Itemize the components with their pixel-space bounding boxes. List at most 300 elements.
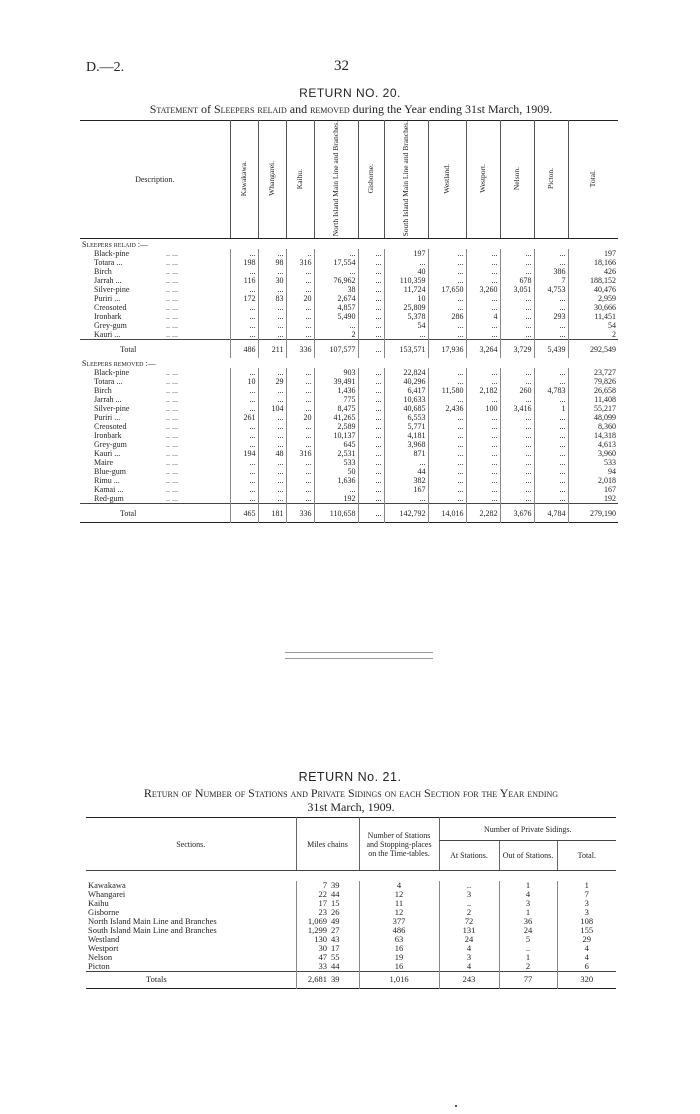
table-cell: ...	[314, 321, 358, 330]
table-cell: ...	[466, 276, 500, 285]
total-row	[80, 340, 618, 359]
table-cell: ...	[466, 413, 500, 422]
total-cell: 279,190	[568, 504, 618, 523]
stations-table-body	[86, 871, 616, 989]
table-cell: ...	[500, 413, 534, 422]
table-cell: ...	[428, 476, 466, 485]
table-cell: ...	[384, 330, 428, 340]
document-code: D.—2.	[86, 60, 125, 75]
table-cell: ...	[384, 258, 428, 267]
column-header	[428, 121, 466, 239]
table-cell: 4	[557, 944, 616, 953]
table-cell: ...	[230, 395, 258, 404]
table-cell: 197	[384, 249, 428, 258]
table-cell: 17,650	[428, 285, 466, 294]
table-cell: 5	[499, 935, 557, 944]
table-cell: ...	[358, 312, 384, 321]
table-cell: 2	[439, 908, 499, 917]
row-label-text: Ironbark	[94, 312, 122, 322]
table-cell: 7	[557, 890, 616, 899]
table-row	[80, 303, 618, 312]
table-cell: ...	[500, 458, 534, 467]
table-cell: 4,613	[568, 440, 618, 449]
table-cell: ...	[258, 321, 286, 330]
column-header-label: Kaihu.	[295, 168, 304, 189]
table-cell: 16	[359, 962, 439, 972]
row-label-text: Black-pine	[94, 368, 130, 378]
table-cell: ...	[286, 485, 314, 494]
table-cell: 12	[359, 908, 439, 917]
table-cell: 261	[230, 413, 258, 422]
row-label: Silver-pine .. ...	[80, 285, 230, 294]
table-cell: 10,633	[384, 395, 428, 404]
table-row	[80, 494, 618, 504]
table-cell: ...	[286, 377, 314, 386]
column-header-label: Gisborne.	[366, 164, 375, 194]
table-cell: 1	[499, 953, 557, 962]
row-label: Grey-gum .. ...	[80, 321, 230, 330]
table-cell: ...	[258, 312, 286, 321]
table-cell: ...	[286, 422, 314, 431]
table-cell: 775	[314, 395, 358, 404]
table-row	[80, 330, 618, 340]
table-cell: ...	[500, 422, 534, 431]
table-cell: ...	[428, 276, 466, 285]
table-row	[80, 267, 618, 276]
table-cell: 29	[557, 935, 616, 944]
table-cell: ...	[358, 422, 384, 431]
row-label: Grey-gum .. ...	[80, 440, 230, 449]
return-21-title: RETURN No. 21.	[298, 770, 402, 784]
table-cell: ...	[428, 449, 466, 458]
table-cell: ...	[500, 449, 534, 458]
table-row	[80, 413, 618, 422]
total-label: Total	[80, 340, 230, 359]
table-cell: ...	[286, 467, 314, 476]
table-cell: 48,099	[568, 413, 618, 422]
table-cell: 426	[568, 267, 618, 276]
table-cell: 1,069	[296, 917, 329, 926]
table-row	[80, 249, 618, 258]
row-label: Maire .. ...	[80, 458, 230, 467]
table-cell: 6,417	[384, 386, 428, 395]
table-cell: 871	[384, 449, 428, 458]
table-cell: ...	[428, 321, 466, 330]
table-cell: 260	[500, 386, 534, 395]
table-cell: ...	[466, 440, 500, 449]
table-cell: ...	[534, 485, 568, 494]
table-cell: ...	[500, 476, 534, 485]
table-cell: 44	[384, 467, 428, 476]
table-cell: 678	[500, 276, 534, 285]
table-cell: 645	[314, 440, 358, 449]
table-cell: ...	[428, 422, 466, 431]
return-20-subtitle: Statement of Sleepers relaid and removed during the Year ending 31st March, 1909.	[149, 102, 553, 116]
return-21-subtitle: Return of Number of Stations and Private Sidings on each Section for the Year ending 31st March, 1909.	[143, 786, 559, 814]
table-cell: ...	[286, 303, 314, 312]
table-cell: 4	[557, 953, 616, 962]
table-cell: ...	[534, 440, 568, 449]
table-cell: 17	[331, 943, 340, 953]
section-heading-row	[80, 358, 618, 368]
total-cell: 292,549	[568, 340, 618, 359]
table-cell: ...	[428, 377, 466, 386]
total-cell: 3,264	[466, 340, 500, 359]
section-name: Kaihu	[88, 898, 109, 908]
table-cell: ...	[358, 440, 384, 449]
table-cell: ...	[384, 458, 428, 467]
table-cell: 98	[258, 258, 286, 267]
table-cell: ...	[534, 395, 568, 404]
row-label-text: Silver-pine	[94, 285, 130, 295]
table-cell: ...	[466, 485, 500, 494]
table-cell: ...	[466, 258, 500, 267]
section-name: Nelson	[88, 952, 113, 962]
table-cell: ...	[428, 294, 466, 303]
table-cell: 4	[439, 962, 499, 972]
table-cell: ...	[358, 368, 384, 377]
table-row	[80, 276, 618, 285]
table-cell: 172	[230, 294, 258, 303]
row-label: Creosoted .. ...	[80, 422, 230, 431]
table-cell: ...	[358, 395, 384, 404]
row-label-text: Silver-pine	[94, 404, 130, 414]
table-cell: 192	[314, 494, 358, 504]
column-header	[258, 121, 286, 239]
row-label-text: Blue-gum	[94, 467, 126, 477]
table-cell: 11,580	[428, 386, 466, 395]
table-cell: ...	[358, 294, 384, 303]
table-cell: ...	[358, 258, 384, 267]
table-cell: 2,018	[568, 476, 618, 485]
row-label-text: Ironbark	[94, 431, 122, 441]
section-name: Whangarei	[88, 889, 126, 899]
table-cell: 6,553	[384, 413, 428, 422]
table-cell: ...	[286, 312, 314, 321]
section-heading: Sleepers removed :—	[82, 359, 156, 369]
total-cell: 142,792	[384, 504, 428, 523]
table-row	[80, 440, 618, 449]
total-cell: 486	[230, 340, 258, 359]
table-cell: ...	[230, 330, 258, 340]
table-cell: ...	[500, 485, 534, 494]
table-cell: 5,378	[384, 312, 428, 321]
table-cell: 116	[230, 276, 258, 285]
totals-cell: 2,681	[296, 972, 329, 989]
table-cell: 316	[286, 449, 314, 458]
table-cell: 3	[499, 899, 557, 908]
table-cell: 49	[331, 916, 340, 926]
table-cell: ...	[358, 458, 384, 467]
table-cell: ...	[258, 285, 286, 294]
table-cell: ...	[534, 377, 568, 386]
table-row	[86, 899, 616, 908]
table-cell: ...	[534, 458, 568, 467]
table-cell: ...	[358, 413, 384, 422]
column-header	[230, 121, 258, 239]
table-cell: 377	[359, 917, 439, 926]
table-row	[80, 377, 618, 386]
row-label-text: Kauri ...	[94, 330, 121, 340]
table-cell: 1	[534, 404, 568, 413]
table-cell: ...	[286, 404, 314, 413]
row-label: Totara ... .. ...	[80, 377, 230, 386]
row-label: Kauri ... .. ...	[80, 330, 230, 340]
table-cell: ...	[466, 267, 500, 276]
table-cell: 54	[384, 321, 428, 330]
table-cell: ...	[230, 422, 258, 431]
total-cell: 3,676	[500, 504, 534, 523]
table-row	[80, 285, 618, 294]
table-cell: 167	[568, 485, 618, 494]
table-cell: ...	[466, 458, 500, 467]
totals-cell: 39	[329, 972, 359, 989]
table-cell: ...	[500, 431, 534, 440]
table-row	[80, 485, 618, 494]
table-cell: ...	[258, 303, 286, 312]
table-cell: 54	[568, 321, 618, 330]
section-name: Gisborne	[88, 907, 120, 917]
table-cell: 5,490	[314, 312, 358, 321]
table-cell: 24	[499, 926, 557, 935]
table-cell: ...	[500, 494, 534, 504]
table-cell: ...	[466, 422, 500, 431]
column-header-label: Westland.	[442, 163, 451, 194]
table-cell: ...	[500, 395, 534, 404]
table-cell: 30	[258, 276, 286, 285]
table-cell: ...	[534, 449, 568, 458]
table-cell: 40,296	[384, 377, 428, 386]
table-cell: ...	[358, 467, 384, 476]
table-cell: ...	[466, 294, 500, 303]
table-cell: ...	[286, 395, 314, 404]
table-row	[86, 881, 616, 890]
total-cell: 110,658	[314, 504, 358, 523]
table-cell: 130	[296, 935, 329, 944]
table-cell: 33	[296, 962, 329, 972]
row-label-text: Totara ...	[94, 377, 123, 387]
table-cell: 486	[359, 926, 439, 935]
table-cell: ...	[428, 249, 466, 258]
column-header-label: Westport.	[478, 164, 487, 194]
table-cell: ...	[500, 312, 534, 321]
table-cell: ...	[358, 476, 384, 485]
table-cell: ...	[428, 494, 466, 504]
table-cell: ...	[428, 413, 466, 422]
table-cell: 110,359	[384, 276, 428, 285]
section-name: Picton	[88, 961, 110, 971]
table-cell: 10	[230, 377, 258, 386]
table-cell: 8,475	[314, 404, 358, 413]
table-cell: ...	[466, 377, 500, 386]
table-cell: ...	[314, 249, 358, 258]
table-cell: 3	[439, 890, 499, 899]
table-cell: 192	[568, 494, 618, 504]
table-row	[86, 890, 616, 899]
table-cell: ...	[466, 368, 500, 377]
table-cell: 40	[384, 267, 428, 276]
table-cell: ...	[428, 440, 466, 449]
row-label-text: Grey-gum	[94, 440, 127, 450]
table-cell: ...	[230, 476, 258, 485]
table-cell: ...	[500, 303, 534, 312]
table-cell: 2	[568, 330, 618, 340]
row-label: Birch .. ...	[80, 267, 230, 276]
table-row	[80, 476, 618, 485]
row-label-text: Birch	[94, 386, 112, 396]
table-row	[80, 431, 618, 440]
table-cell: ...	[428, 458, 466, 467]
table-cell: ...	[230, 285, 258, 294]
table-cell: 25,809	[384, 303, 428, 312]
table-cell: ...	[258, 386, 286, 395]
table-cell: ...	[230, 312, 258, 321]
table-cell: ...	[258, 368, 286, 377]
table-cell: 39	[331, 880, 340, 890]
table-cell: 3	[439, 953, 499, 962]
table-cell: 1,636	[314, 476, 358, 485]
total-cell: 336	[286, 504, 314, 523]
table-cell: ...	[258, 467, 286, 476]
table-row	[86, 953, 616, 962]
sleepers-table	[80, 120, 618, 523]
table-cell: 2	[499, 962, 557, 972]
table-cell: ...	[428, 368, 466, 377]
table-cell: ...	[286, 476, 314, 485]
table-cell: 4,181	[384, 431, 428, 440]
sleepers-table-body	[80, 239, 618, 523]
table-cell: 2,959	[568, 294, 618, 303]
table-cell: 55	[331, 952, 340, 962]
table-cell: ...	[384, 494, 428, 504]
table-cell: ...	[500, 321, 534, 330]
table-cell: 23,727	[568, 368, 618, 377]
table-cell: 1	[499, 881, 557, 890]
table-cell: ..	[499, 944, 557, 953]
table-cell: ...	[230, 467, 258, 476]
table-cell: 14,318	[568, 431, 618, 440]
totals-cell: 243	[439, 972, 499, 989]
table-cell: ...	[286, 431, 314, 440]
table-cell: ...	[314, 485, 358, 494]
table-cell: ...	[258, 458, 286, 467]
table-cell: 3,260	[466, 285, 500, 294]
column-header-label: Kawakawa.	[239, 161, 248, 197]
column-header-label: Total.	[588, 170, 598, 188]
table-cell: ...	[428, 303, 466, 312]
table-cell: 36	[499, 917, 557, 926]
table-row	[80, 422, 618, 431]
table-cell: ...	[500, 249, 534, 258]
section-name: Kawakawa	[88, 880, 126, 890]
table-cell: ...	[534, 303, 568, 312]
table-cell: 26	[331, 907, 340, 917]
table-cell: ...	[500, 467, 534, 476]
row-label-text: Jarrah ...	[94, 276, 122, 286]
table-cell: ...	[358, 249, 384, 258]
table-cell: 3,960	[568, 449, 618, 458]
table-cell: 7	[296, 881, 329, 890]
table-cell: ...	[428, 431, 466, 440]
row-label: Silver-pine .. ...	[80, 404, 230, 413]
column-header	[500, 121, 534, 239]
table-cell: 167	[384, 485, 428, 494]
total-cell: 336	[286, 340, 314, 359]
table-cell: ...	[258, 395, 286, 404]
table-cell: 72	[439, 917, 499, 926]
column-header-label: Whangarei.	[267, 161, 276, 197]
table-row	[80, 458, 618, 467]
section-heading: Sleepers relaid :—	[82, 240, 149, 250]
table-cell: ...	[258, 422, 286, 431]
table-cell: 11,451	[568, 312, 618, 321]
total-cell: ...	[358, 340, 384, 359]
table-cell: 4	[499, 890, 557, 899]
total-cell: 14,016	[428, 504, 466, 523]
row-label: Totara ... .. ...	[80, 258, 230, 267]
totals-cell: 77	[499, 972, 557, 989]
table-cell: ...	[466, 395, 500, 404]
total-cell: 2,282	[466, 504, 500, 523]
stations-table	[86, 817, 616, 989]
table-cell: 382	[384, 476, 428, 485]
table-cell: ...	[358, 386, 384, 395]
table-cell: 3	[557, 899, 616, 908]
table-cell: 194	[230, 449, 258, 458]
table-cell: 4	[466, 312, 500, 321]
table-cell: 40,685	[384, 404, 428, 413]
return-20-title: RETURN NO. 20.	[299, 86, 401, 100]
row-label-text: Creosoted	[94, 303, 127, 313]
page-number: 32	[334, 58, 349, 74]
table-cell: ..	[439, 899, 499, 908]
table-cell: ...	[286, 276, 314, 285]
table-cell: ...	[258, 330, 286, 340]
total-cell: 181	[258, 504, 286, 523]
table-cell: 1	[499, 908, 557, 917]
table-cell: 22	[296, 890, 329, 899]
table-cell: 1	[557, 881, 616, 890]
table-cell: 3	[557, 908, 616, 917]
table-row	[86, 944, 616, 953]
table-cell: ...	[230, 321, 258, 330]
total-cell: 107,577	[314, 340, 358, 359]
table-cell: ...	[286, 458, 314, 467]
table-cell: ...	[358, 267, 384, 276]
table-cell: ...	[428, 467, 466, 476]
table-cell: ...	[534, 413, 568, 422]
row-label: Creosoted .. ...	[80, 303, 230, 312]
table-cell: ...	[466, 467, 500, 476]
total-cell: 17,936	[428, 340, 466, 359]
table-cell: ...	[286, 321, 314, 330]
table-row	[86, 962, 616, 972]
table-cell: ...	[466, 249, 500, 258]
table-cell: ...	[358, 285, 384, 294]
table-cell: ...	[286, 494, 314, 504]
table-cell: 2	[314, 330, 358, 340]
total-cell: ...	[358, 504, 384, 523]
table-cell: ...	[230, 440, 258, 449]
table-cell: 94	[568, 467, 618, 476]
stations-header: Number of Stations and Stopping-places on the Time-tables.	[359, 818, 439, 871]
table-cell: 41,265	[314, 413, 358, 422]
table-cell: ...	[358, 330, 384, 340]
table-cell: 5,771	[384, 422, 428, 431]
row-label: Kamai ... .. ...	[80, 485, 230, 494]
table-cell: ...	[314, 267, 358, 276]
row-label-text: Rimu ...	[94, 476, 120, 486]
